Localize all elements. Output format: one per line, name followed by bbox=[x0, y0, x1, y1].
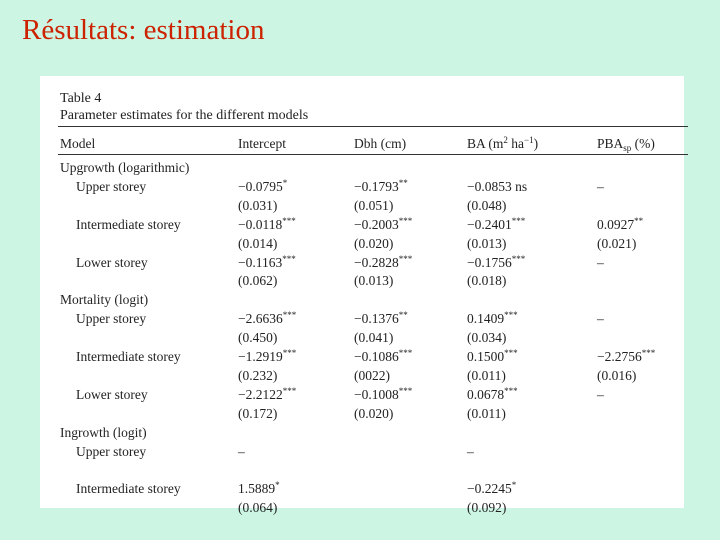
significance-marker: *** bbox=[504, 348, 518, 358]
significance-marker: *** bbox=[398, 215, 413, 226]
estimate-cell: – bbox=[597, 254, 604, 270]
table-number: Table 4 bbox=[60, 91, 102, 106]
significance-marker: *** bbox=[511, 215, 526, 226]
estimate-cell: – bbox=[597, 311, 604, 327]
estimate-cell: −2.2122*** bbox=[238, 385, 297, 402]
header-ba: BA ($m^2$ $ha^{-1}$) bbox=[467, 135, 539, 151]
std-error-cell: (0.041) bbox=[354, 330, 394, 346]
estimate-cell: −0.1008*** bbox=[354, 385, 413, 402]
header-bottom-rule bbox=[58, 154, 688, 155]
significance-marker: *** bbox=[282, 385, 297, 396]
estimate-cell: −0.1163*** bbox=[238, 253, 296, 270]
row-label: Upper storey bbox=[76, 178, 147, 194]
std-error-cell: (0.011) bbox=[467, 367, 506, 383]
header-pba: $PBA_{sp}$ (%) bbox=[597, 136, 655, 153]
estimate-cell: 0.0927** bbox=[597, 215, 644, 232]
std-error-cell: (0.016) bbox=[597, 367, 637, 383]
significance-marker: *** bbox=[504, 385, 518, 396]
table-caption bbox=[60, 90, 308, 124]
significance-marker: * bbox=[511, 480, 517, 491]
significance-marker: *** bbox=[282, 253, 296, 264]
std-error-cell: (0.172) bbox=[238, 405, 278, 421]
std-error-cell: (0022) bbox=[354, 367, 390, 383]
table-caption-text: Parameter estimates for the different models bbox=[60, 108, 309, 123]
estimate-cell: −0.1376** bbox=[354, 310, 408, 327]
estimate-cell: −0.0795* bbox=[238, 177, 288, 194]
std-error-cell: (0.011) bbox=[467, 405, 506, 421]
significance-marker: *** bbox=[282, 215, 296, 226]
estimate-cell: −0.2828*** bbox=[354, 253, 413, 270]
estimate-cell: – bbox=[467, 443, 474, 459]
row-label: Lower storey bbox=[76, 254, 148, 270]
estimate-cell: −0.2003*** bbox=[354, 215, 413, 232]
significance-marker: * bbox=[282, 177, 288, 188]
estimate-cell: 0.0678*** bbox=[467, 385, 518, 402]
std-error-cell: (0.092) bbox=[467, 500, 507, 516]
estimate-cell: 0.1409*** bbox=[467, 310, 518, 327]
estimate-cell: 0.1500*** bbox=[467, 348, 518, 364]
std-error-cell: (0.031) bbox=[238, 197, 278, 213]
significance-marker: ** bbox=[398, 310, 408, 321]
std-error-cell: (0.013) bbox=[354, 273, 394, 289]
estimate-cell: 1.5889* bbox=[238, 480, 280, 497]
estimate-cell: −0.2245* bbox=[467, 480, 517, 497]
header-model: Model bbox=[60, 136, 96, 151]
std-error-cell: (0.020) bbox=[354, 235, 394, 251]
std-error-cell: (0.062) bbox=[238, 273, 278, 289]
row-label: Intermediate storey bbox=[76, 481, 181, 497]
table-image bbox=[40, 76, 684, 516]
std-error-cell: (0.450) bbox=[238, 330, 278, 346]
significance-marker: ** bbox=[398, 177, 408, 188]
significance-marker: *** bbox=[282, 310, 297, 321]
row-label: Intermediate storey bbox=[76, 216, 181, 232]
header-dbh: Dbh (cm) bbox=[354, 136, 407, 151]
significance-marker: *** bbox=[398, 253, 413, 264]
estimate-cell: −0.1756*** bbox=[467, 253, 526, 270]
estimate-cell: −0.2401*** bbox=[467, 215, 526, 232]
estimate-cell: −0.0118*** bbox=[238, 215, 296, 232]
std-error-cell: (0.013) bbox=[467, 235, 507, 251]
estimate-cell: −2.6636*** bbox=[238, 310, 297, 327]
row-label: Upper storey bbox=[76, 443, 147, 459]
std-error-cell: (0.018) bbox=[467, 273, 507, 289]
estimate-cell: – bbox=[597, 386, 604, 402]
std-error-cell: (0.034) bbox=[467, 330, 507, 346]
row-label: Upper storey bbox=[76, 311, 147, 327]
significance-marker: *** bbox=[641, 348, 656, 358]
group-label: Mortality (logit) bbox=[60, 292, 149, 308]
significance-marker: * bbox=[275, 480, 280, 491]
std-error-cell: (0.232) bbox=[238, 367, 278, 383]
std-error-cell: (0.064) bbox=[238, 500, 278, 516]
estimate-cell: −0.1086*** bbox=[354, 348, 413, 364]
significance-marker: *** bbox=[282, 348, 297, 358]
significance-marker: *** bbox=[398, 385, 413, 396]
estimate-cell: −0.1793** bbox=[354, 177, 408, 194]
estimate-cell: −0.0853 ns bbox=[467, 178, 528, 194]
row-label: Lower storey bbox=[76, 386, 148, 402]
slide-title: Résultats: estimation bbox=[22, 14, 265, 46]
significance-marker: *** bbox=[398, 348, 413, 358]
std-error-cell: (0.051) bbox=[354, 197, 394, 213]
significance-marker: *** bbox=[504, 310, 518, 321]
std-error-cell: (0.048) bbox=[467, 197, 507, 213]
std-error-cell: (0.021) bbox=[597, 235, 637, 251]
estimate-cell: −1.2919*** bbox=[238, 348, 297, 364]
significance-marker: ** bbox=[634, 215, 644, 226]
header-top-rule bbox=[58, 126, 688, 127]
std-error-cell: (0.020) bbox=[354, 405, 394, 421]
row-label: Intermediate storey bbox=[76, 349, 181, 364]
estimate-cell: – bbox=[238, 443, 245, 459]
significance-marker: *** bbox=[511, 253, 526, 264]
group-label: Ingrowth (logit) bbox=[60, 424, 147, 440]
estimate-cell: – bbox=[597, 178, 604, 194]
header-intercept: Intercept bbox=[238, 136, 286, 151]
std-error-cell: (0.014) bbox=[238, 235, 278, 251]
group-label: Upgrowth (logarithmic) bbox=[60, 160, 190, 175]
estimate-cell: −2.2756*** bbox=[597, 348, 656, 364]
